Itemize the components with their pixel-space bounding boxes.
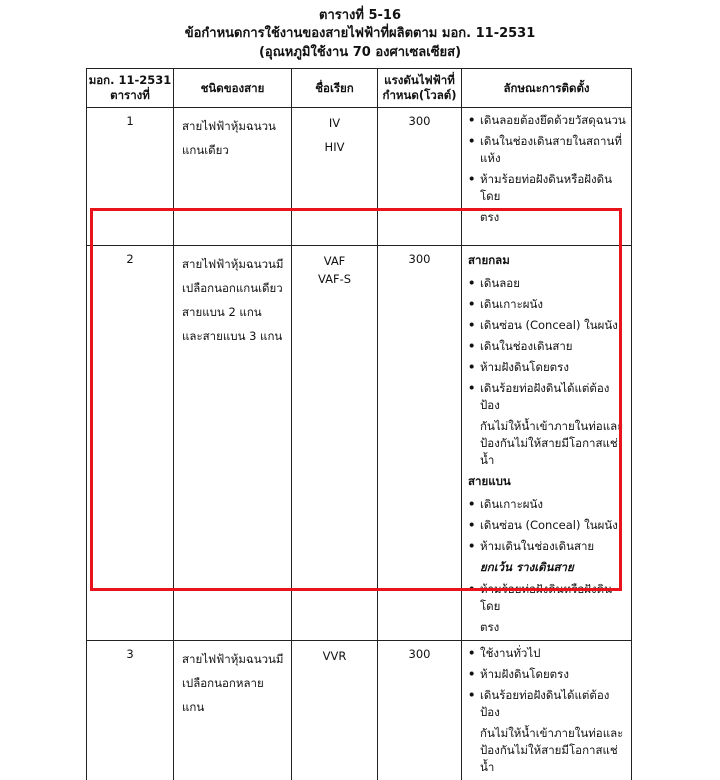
list-item: • เดินเกาะผนัง: [468, 496, 627, 513]
list-item: • ห้ามร้อยท่อฝังดินหรือฝังดินโดย: [468, 581, 627, 615]
voltage-cell: 300: [378, 246, 462, 641]
cable-spec-table: [86, 68, 632, 780]
list-item: • ห้ามเดินในช่องเดินสาย: [468, 538, 627, 555]
cable-type-cell: สายไฟฟ้าหุ้มฉนวนมี เปลือกนอกหลาย แกน: [174, 641, 292, 780]
installation-cell: [462, 108, 632, 246]
list-item: • เดินร้อยท่อฝังดินได้แต่ต้องป้อง: [468, 380, 627, 414]
header-installation: ลักษณะการติดตั้ง: [462, 69, 632, 108]
cable-type-cell: สายไฟฟ้าหุ้มฉนวน แกนเดียว: [174, 108, 292, 246]
cable-name-cell: VAF VAF-S: [292, 246, 378, 641]
list-item-continuation: กันไม่ให้น้ำเข้าภายในท่อและ: [480, 418, 627, 435]
list-item: • ห้ามร้อยท่อฝังดินหรือฝังดินโดย: [468, 171, 627, 205]
list-item-continuation: ตรง: [480, 619, 627, 636]
row-number: 2: [87, 246, 174, 641]
table-number: ตารางที่ 5-16: [0, 8, 720, 24]
list-item: • เดินซ่อน (Conceal) ในผนัง: [468, 317, 627, 334]
list-item-continuation: ป้องกันไม่ให้สายมีโอกาสแช่น้ำ: [480, 435, 627, 469]
list-item: • เดินร้อยท่อฝังดินได้แต่ต้องป้อง: [468, 687, 627, 721]
round-cable-heading: สายกลม: [468, 252, 627, 269]
voltage-cell: 300: [378, 641, 462, 780]
list-item: • เดินในช่องเดินสาย: [468, 338, 627, 355]
cable-name-cell: VVR: [292, 641, 378, 780]
header-standard-no: มอก. 11-2531 ตารางที่: [87, 69, 174, 108]
header-cable-type: ชนิดของสาย: [174, 69, 292, 108]
list-item: • เดินเกาะผนัง: [468, 296, 627, 313]
installation-cell: [462, 641, 632, 780]
exception-note: ยกเว้น รางเดินสาย: [480, 559, 627, 576]
list-item: • ห้ามฝังดินโดยตรง: [468, 666, 627, 683]
list-item: • เดินลอย: [468, 275, 627, 292]
row-number: 1: [87, 108, 174, 246]
table-subheading: (อุณหภูมิใช้งาน 70 องศาเซลเซียส): [0, 43, 720, 62]
header-cable-name: ชื่อเรียก: [292, 69, 378, 108]
list-item: • เดินซ่อน (Conceal) ในผนัง: [468, 517, 627, 534]
list-item-continuation: กันไม่ให้น้ำเข้าภายในท่อและ: [480, 725, 627, 742]
table-row: [87, 641, 632, 780]
voltage-cell: 300: [378, 108, 462, 246]
list-item: • ห้ามฝังดินโดยตรง: [468, 359, 627, 376]
flat-cable-heading: สายแบน: [468, 473, 627, 490]
cable-type-cell: สายไฟฟ้าหุ้มฉนวนมี เปลือกนอกแกนเดียว สายแบน 2 แกน และสายแบน 3 แกน: [174, 246, 292, 641]
cable-name-cell: IV HIV: [292, 108, 378, 246]
row-number: 3: [87, 641, 174, 780]
installation-cell: [462, 246, 632, 641]
table-row: [87, 108, 632, 246]
header-rated-voltage: แรงดันไฟฟ้าที่ กำหนด(โวลต์): [378, 69, 462, 108]
list-item-continuation: ป้องกันไม่ให้สายมีโอกาสแช่น้ำ: [480, 742, 627, 776]
list-item: • เดินลอยต้องยึดด้วยวัสดุฉนวน: [468, 112, 627, 129]
title-block: [0, 8, 720, 62]
table-heading: ข้อกำหนดการใช้งานของสายไฟฟ้าที่ผลิตตาม มอก. 11-2531: [0, 24, 720, 43]
list-item: • เดินในช่องเดินสายในสถานที่แห้ง: [468, 133, 627, 167]
header-row: [87, 69, 632, 108]
table-row: [87, 246, 632, 641]
list-item-continuation: ตรง: [480, 209, 627, 226]
list-item: • ใช้งานทั่วไป: [468, 645, 627, 662]
